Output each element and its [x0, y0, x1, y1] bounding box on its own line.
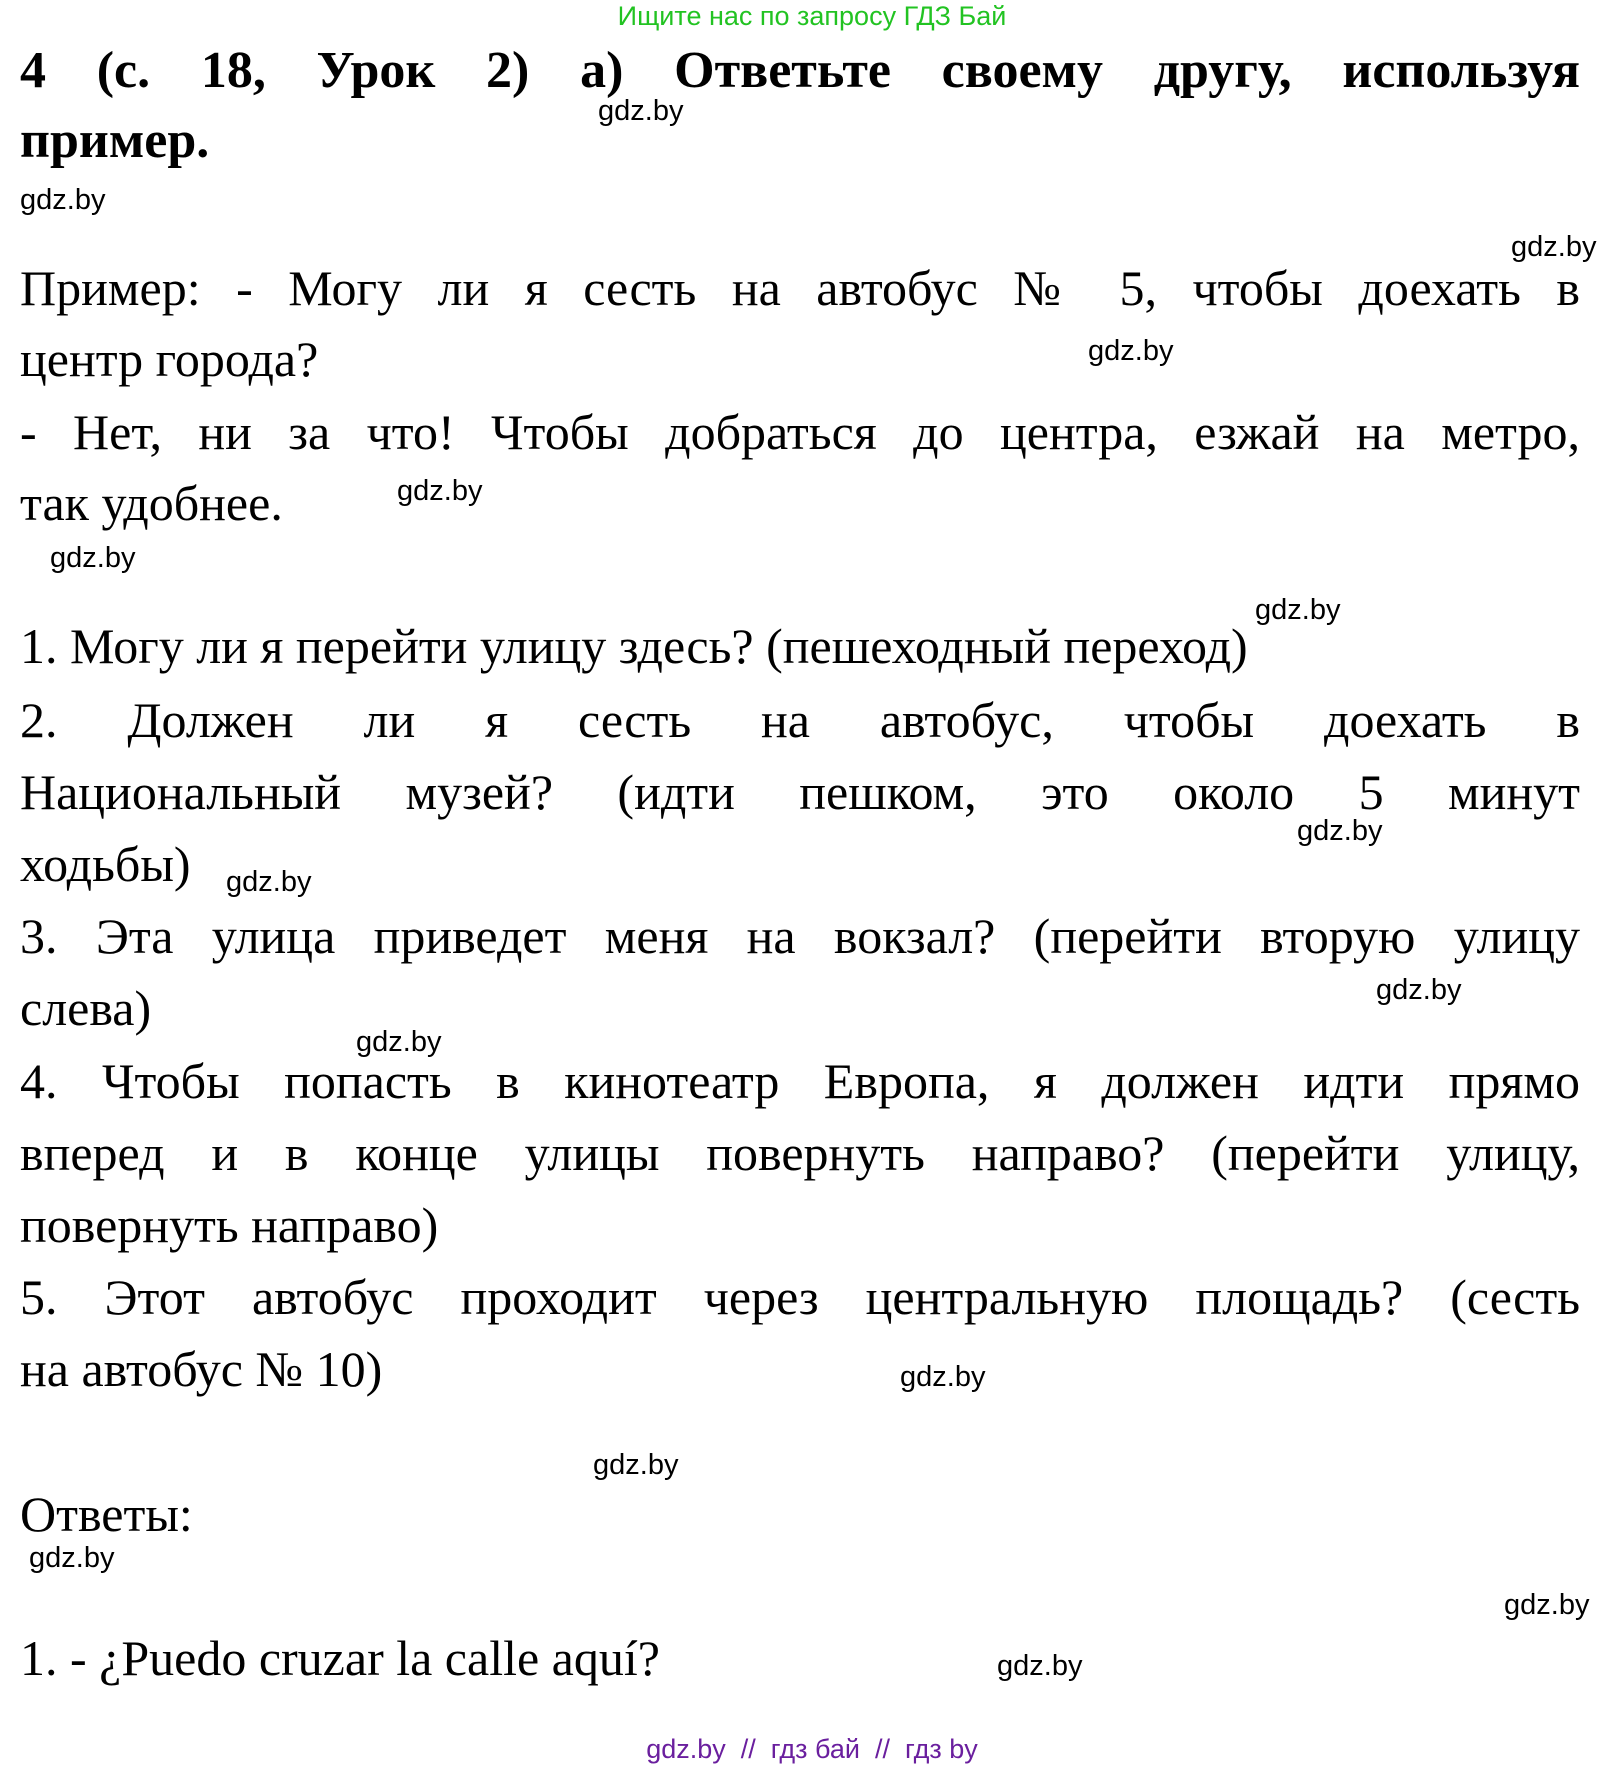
- watermark: gdz.by: [598, 95, 684, 127]
- watermark: gdz.by: [50, 542, 136, 574]
- task-heading-line-1: 4 (с. 18, Урок 2) а) Ответьте своему другу, используя: [20, 42, 1580, 99]
- task-line: 5. Этот автобус проходит через центральную площадь? (сесть: [20, 1269, 1580, 1325]
- answers-label: Ответы:: [20, 1486, 193, 1542]
- example-line: - Нет, ни за что! Чтобы добраться до центра, езжай на метро,: [20, 404, 1580, 460]
- task-heading-line-2: пример.: [20, 112, 210, 169]
- task-line: 1. Могу ли я перейти улицу здесь? (пешеходный переход): [20, 618, 1248, 674]
- example-line: центр города?: [20, 331, 319, 387]
- task-line: 3. Эта улица приведет меня на вокзал? (перейти вторую улицу: [20, 908, 1580, 964]
- task-line: ходьбы): [20, 836, 191, 892]
- watermark: gdz.by: [1297, 815, 1383, 847]
- task-line: слева): [20, 980, 152, 1036]
- watermark: gdz.by: [226, 866, 312, 898]
- watermark: gdz.by: [20, 184, 106, 216]
- watermark: gdz.by: [1088, 335, 1174, 367]
- watermark: gdz.by: [356, 1026, 442, 1058]
- watermark: gdz.by: [1376, 974, 1462, 1006]
- task-line: на автобус № 10): [20, 1341, 383, 1397]
- task-line: Национальный музей? (идти пешком, это около 5 минут: [20, 764, 1580, 820]
- watermark: gdz.by: [900, 1361, 986, 1393]
- answer-line: 1. - ¿Puedo cruzar la calle aquí?: [20, 1630, 660, 1686]
- watermark: gdz.by: [1255, 594, 1341, 626]
- task-line: 4. Чтобы попасть в кинотеатр Европа, я должен идти прямо: [20, 1053, 1580, 1109]
- watermark: gdz.by: [29, 1542, 115, 1574]
- task-line: 2. Должен ли я сесть на автобус, чтобы доехать в: [20, 692, 1580, 748]
- task-line: вперед и в конце улицы повернуть направо? (перейти улицу,: [20, 1125, 1580, 1181]
- example-line: так удобнее.: [20, 475, 283, 531]
- search-banner: Ищите нас по запросу ГДЗ Бай: [617, 1, 1007, 31]
- example-line: Пример: - Могу ли я сесть на автобус № 5, чтобы доехать в: [20, 260, 1580, 316]
- footer-links: gdz.by // гдз бай // гдз by: [646, 1734, 978, 1764]
- watermark: gdz.by: [997, 1650, 1083, 1682]
- watermark: gdz.by: [1504, 1589, 1590, 1621]
- watermark: gdz.by: [593, 1449, 679, 1481]
- task-line: повернуть направо): [20, 1197, 439, 1253]
- watermark: gdz.by: [1511, 231, 1597, 263]
- watermark: gdz.by: [397, 475, 483, 507]
